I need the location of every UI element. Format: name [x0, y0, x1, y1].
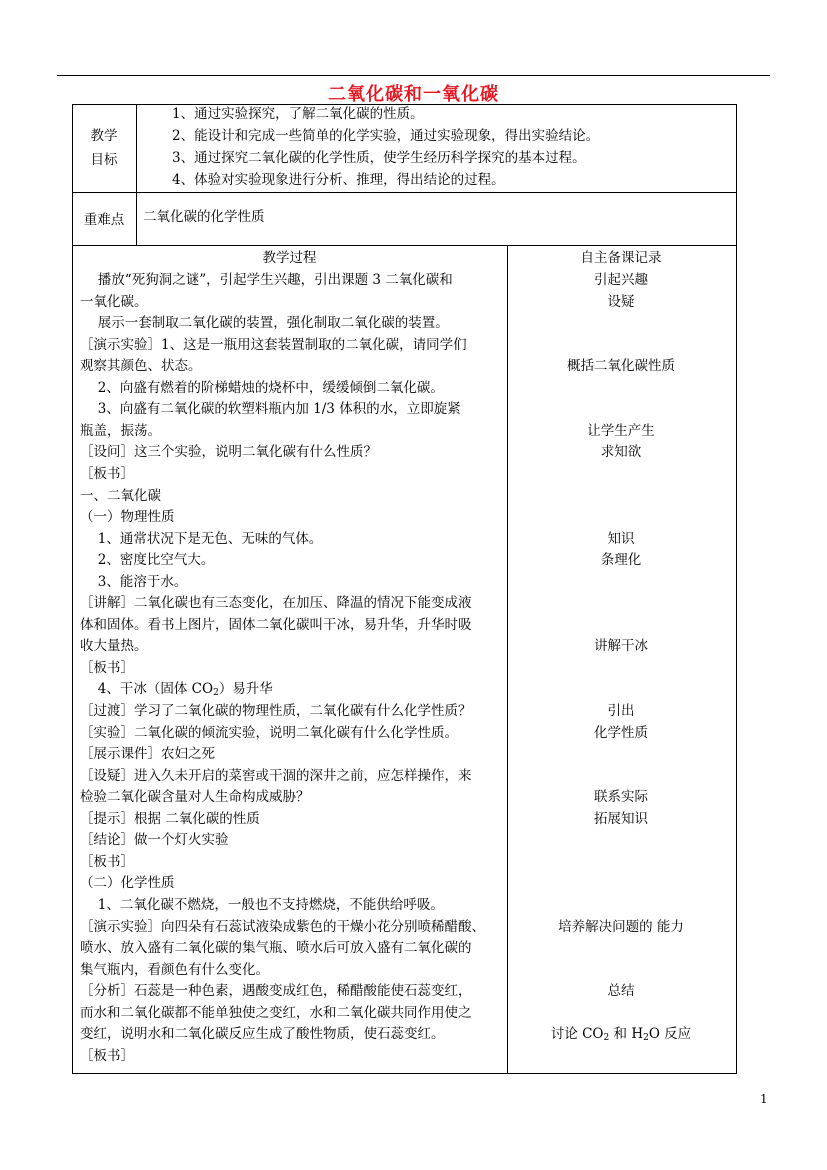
process-line: 瓶盖，振荡。	[80, 422, 161, 439]
process-line: （二）化学性质	[80, 875, 175, 892]
notes-header: 自主备课记录	[580, 250, 662, 266]
note-item: 知识	[607, 530, 635, 547]
page-number: 1	[760, 1092, 768, 1106]
note-item: 条理化	[600, 552, 642, 569]
process-line: 1、通常状况下是无色、无味的气体。	[80, 530, 323, 547]
note-item: 培养解决问题的 能力	[558, 918, 684, 935]
objectives-label-line2: 目标	[90, 152, 118, 168]
dry-ice-prefix: 4、干冰（固体 CO	[80, 681, 214, 698]
objectives-label-line1: 教学	[90, 128, 118, 144]
key-points-divider	[136, 192, 137, 246]
note-item: 讲解干冰	[594, 638, 648, 655]
objective-item: 2、能设计和完成一些简单的化学实验，通过实验现象，得出实验结论。	[172, 128, 600, 144]
process-line	[80, 679, 273, 701]
note-item: 让学生产生	[587, 422, 655, 439]
note-item: 概括二氧化碳性质	[567, 358, 675, 375]
objectives-label	[72, 124, 136, 172]
process-line: ［提示］根据 二氧化碳的性质	[80, 810, 260, 827]
page-title: 二氧化碳和一氧化碳	[328, 84, 499, 105]
process-line: 一、二氧化碳	[80, 487, 161, 504]
key-points-label: 重难点	[83, 212, 125, 228]
process-line: 2、密度比空气大。	[80, 552, 215, 569]
process-line: 观察其颜色、状态。	[80, 358, 202, 375]
note-text: 讨论 CO	[550, 1026, 604, 1043]
process-line: 体和固体。看书上图片，固体二氧化碳叫干冰，易升华，升华时吸	[80, 616, 472, 633]
note-item: 拓展知识	[594, 810, 648, 827]
note-item: 化学性质	[594, 724, 648, 741]
process-line: ［实验］二氧化碳的倾流实验，说明二氧化碳有什么化学性质。	[80, 724, 458, 741]
process-line: ［结论］做一个灯火实验	[80, 832, 229, 849]
process-line: 展示一套制取二氧化碳的装置，强化制取二氧化碳的装置。	[80, 315, 449, 332]
process-line: 检验二氧化碳含量对人生命构成威胁？	[80, 789, 310, 806]
note-item: 引起兴趣	[594, 272, 648, 288]
process-line: ［演示实验］向四朵有石蕊试液染成紫色的干燥小花分别喷稀醋酸、	[80, 918, 485, 935]
process-line: ［过渡］学习了二氧化碳的物理性质，二氧化碳有什么化学性质？	[80, 703, 472, 719]
note-discussion	[507, 1024, 735, 1050]
dry-ice-suffix: ）易升华	[218, 681, 273, 698]
process-line: ［分析］石蕊是一种色素，遇酸变成红色，稀醋酸能使石蕊变红，	[80, 983, 472, 1000]
process-line: ［板书］	[80, 659, 134, 676]
process-line: 变红，说明水和二氧化碳反应生成了酸性物质，使石蕊变红。	[80, 1026, 445, 1043]
dry-ice-subscript: 2	[213, 688, 219, 699]
process-line: 集气瓶内，看颜色有什么变化。	[80, 961, 269, 978]
note-item: 求知欲	[600, 444, 642, 461]
process-line: ［板书］	[80, 1047, 134, 1064]
objective-item: 4、体验对实验现象进行分析、推理，得出结论的过程。	[172, 172, 505, 188]
note-item: 设疑	[607, 293, 635, 310]
note-subscript: 2	[643, 1033, 649, 1044]
note-item: 引出	[607, 703, 635, 719]
note-subscript: 2	[603, 1033, 610, 1044]
key-points-text: 二氧化碳的化学性质	[143, 209, 265, 225]
objectives-divider	[136, 104, 137, 193]
process-line: ［设疑］进入久未开启的菜窖或干涸的深井之前，应怎样操作，来	[80, 767, 472, 784]
process-line: 喷水、放入盛有二氧化碳的集气瓶、喷水后可放入盛有二氧化碳的	[80, 940, 472, 957]
process-line: 一氧化碳。	[80, 293, 148, 310]
process-line: 3、能溶于水。	[80, 573, 188, 590]
process-line: （一）物理性质	[80, 509, 175, 526]
process-line: 1、二氧化碳不燃烧，一般也不支持燃烧，不能供给呼吸。	[80, 896, 444, 913]
process-line: ［演示实验］1、这是一瓶用这套装置制取的二氧化碳，请同学们	[80, 336, 467, 353]
process-line: 3、向盛有二氧化碳的软塑料瓶内加 1/3 体积的水，立即旋紧	[80, 401, 461, 418]
note-text: O 反应	[648, 1026, 692, 1043]
objective-item: 1、通过实验探究，了解二氧化碳的性质。	[172, 106, 424, 122]
objective-item: 3、通过探究二氧化碳的化学性质，使学生经历科学探究的基本过程。	[172, 150, 586, 166]
process-line: ［讲解］二氧化碳也有三态变化，在加压、降温的情况下能变成液	[80, 595, 472, 612]
process-line: 而水和二氧化碳都不能单独使之变红，水和二氧化碳共同作用使之	[80, 1004, 472, 1021]
process-line: ［板书］	[80, 853, 134, 870]
note-item: 总结	[607, 983, 635, 1000]
note-item: 联系实际	[594, 789, 648, 806]
process-line: 收大量热。	[80, 638, 148, 655]
process-line: 播放“死狗洞之谜”，引起学生兴趣，引出课题 3 二氧化碳和	[80, 272, 453, 288]
top-rule	[57, 75, 770, 76]
note-text: 和 H	[609, 1026, 644, 1043]
process-header: 教学过程	[262, 250, 317, 266]
process-line: ［板书］	[80, 465, 134, 482]
process-line: ［设问］这三个实验，说明二氧化碳有什么性质？	[80, 444, 377, 461]
process-line: 2、向盛有燃着的阶梯蜡烛的烧杯中，缓缓倾倒二氧化碳。	[80, 379, 444, 396]
process-line: ［展示课件］农妇之死	[80, 746, 215, 763]
